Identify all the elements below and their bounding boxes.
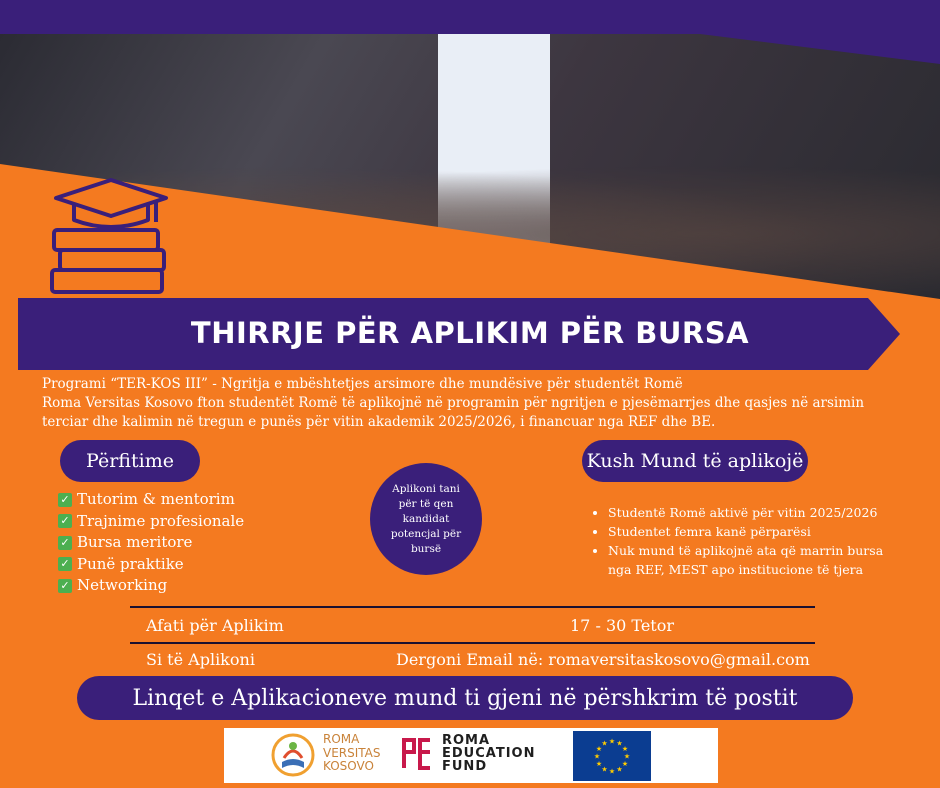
eu-star: ★: [601, 765, 608, 774]
benefit-item: ✓ Bursa meritore: [58, 532, 244, 554]
eligibility-item: • Studentë Romë aktivë për vitin 2025/2026: [608, 503, 908, 522]
intro-line-1: Programi “TER-KOS III” - Ngritja e mbështetjes arsimore dhe mundësive për studentët Romë: [42, 376, 683, 392]
eu-star: ★: [623, 752, 631, 761]
apply-now-badge: Aplikoni tani për të qen kandidat potencjal për bursë: [370, 463, 482, 575]
books-icon: [46, 176, 176, 298]
roma-versitas-wordmark: ROMA VERSITAS KOSOVO: [323, 732, 381, 773]
roma-versitas-logo-icon: [270, 732, 316, 778]
eligibility-item: • Nuk mund të aplikojnë ata që marrin bursa nga REF, MEST apo institucione të tjera: [608, 541, 908, 579]
eu-star: ★: [621, 745, 629, 753]
links-note: Linqet e Aplikacioneve mund ti gjeni në përshkrim të postit: [77, 676, 853, 720]
divider: [130, 642, 815, 644]
check-icon: ✓: [58, 579, 72, 593]
benefit-item: ✓ Tutorim & mentorim: [58, 489, 244, 511]
eu-star: ★: [616, 765, 623, 774]
roma-education-fund-logo-icon: [400, 734, 434, 774]
how-value: Dergoni Email në: romaversitaskosovo@gmail.com: [396, 650, 810, 669]
check-icon: ✓: [58, 536, 72, 550]
eligibility-item: • Studentet femra kanë përparësi: [608, 522, 908, 541]
eu-star: ★: [595, 760, 603, 768]
benefit-item: ✓ Punë praktike: [58, 554, 244, 576]
intro-text: [42, 375, 902, 432]
benefits-heading: Përfitime: [60, 440, 200, 482]
benefit-item: ✓ Networking: [58, 575, 244, 597]
eu-star: ★: [608, 737, 616, 746]
eu-flag-icon: [573, 731, 651, 781]
eu-star: ★: [608, 767, 616, 776]
top-bar: [0, 0, 940, 34]
benefits-list: [58, 489, 244, 597]
deadline-value: 17 - 30 Tetor: [570, 616, 674, 635]
eu-star: ★: [601, 739, 608, 748]
eu-star: ★: [595, 745, 603, 753]
eu-star: ★: [621, 760, 629, 768]
how-label: Si të Aplikoni: [146, 650, 255, 669]
divider: [130, 606, 815, 608]
benefit-item: ✓ Trajnime profesionale: [58, 511, 244, 533]
page-title: THIRRJE PËR APLIKIM PËR BURSA: [190, 316, 750, 350]
eligibility-heading: Kush Mund të aplikojë: [582, 440, 808, 482]
eligibility-list: [592, 503, 908, 579]
intro-line-2: Roma Versitas Kosovo fton studentët Romë të aplikojnë në programin për ngritjen e pjesëmarrjes dhe qasjes në arsimin terciar dhe kalimin në tregun e punës për vitin akademik 2025/2026, i financuar nga REF dhe BE.: [42, 395, 865, 430]
check-icon: ✓: [58, 493, 72, 507]
eu-star: ★: [593, 752, 601, 761]
deadline-label: Afati për Aplikim: [146, 616, 284, 635]
check-icon: ✓: [58, 557, 72, 571]
eu-star: ★: [616, 739, 623, 748]
check-icon: ✓: [58, 514, 72, 528]
roma-education-fund-wordmark: ROMA EDUCATION FUND: [442, 733, 536, 774]
